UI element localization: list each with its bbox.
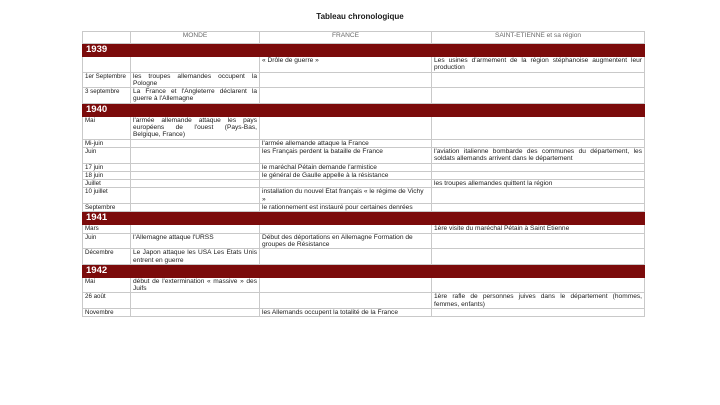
year-label: 1941 xyxy=(83,212,645,225)
cell-region: 1ère rafle de personnes juives dans le département (hommes, femmes, enfants) xyxy=(432,293,645,309)
cell-france: les Français perdent la bataille de France xyxy=(260,147,432,163)
table-row xyxy=(83,249,645,265)
chronology-body xyxy=(83,44,645,317)
cell-france: le maréchal Pétain demande l'armistice xyxy=(260,163,432,171)
cell-monde: début de l'extermination « massive » des Juifs xyxy=(131,277,260,293)
cell-france: les Allemands occupent la totalité de la France xyxy=(260,309,432,317)
table-row xyxy=(83,293,645,309)
cell-region xyxy=(432,233,645,249)
cell-monde xyxy=(131,180,260,188)
cell-france xyxy=(260,72,432,88)
table-row xyxy=(83,225,645,233)
cell-monde xyxy=(131,139,260,147)
cell-region xyxy=(432,204,645,212)
table-row xyxy=(83,116,645,139)
cell-date: Mi-juin xyxy=(83,139,131,147)
header-date xyxy=(83,32,131,44)
cell-region: l'aviation italienne bombarde des communes du département, les soldats allemands arrivent dans le département xyxy=(432,147,645,163)
table-row xyxy=(83,139,645,147)
year-row xyxy=(83,264,645,277)
cell-date: 17 juin xyxy=(83,163,131,171)
cell-date: Décembre xyxy=(83,249,131,265)
cell-date: Novembre xyxy=(83,309,131,317)
cell-monde: La France et l'Angleterre déclarent la guerre à l'Allemagne xyxy=(131,88,260,104)
cell-region xyxy=(432,139,645,147)
cell-france: l'armée allemande attaque la France xyxy=(260,139,432,147)
cell-date: Juillet xyxy=(83,180,131,188)
year-label: 1940 xyxy=(83,103,645,116)
cell-france: le général de Gaulle appelle à la résistance xyxy=(260,171,432,179)
header-region: SAINT-ETIENNE et sa région xyxy=(432,32,645,44)
table-row xyxy=(83,163,645,171)
cell-france: « Drôle de guerre » xyxy=(260,57,432,73)
cell-france: le rationnement est instauré pour certaines denrées xyxy=(260,204,432,212)
year-row xyxy=(83,212,645,225)
cell-region: les troupes allemandes quittent la région xyxy=(432,180,645,188)
cell-france xyxy=(260,116,432,139)
cell-date: Mars xyxy=(83,225,131,233)
cell-monde xyxy=(131,225,260,233)
cell-monde: les troupes allemandes occupent la Pologne xyxy=(131,72,260,88)
cell-date: 10 juillet xyxy=(83,188,131,204)
cell-monde xyxy=(131,171,260,179)
table-row xyxy=(83,72,645,88)
table-row xyxy=(83,171,645,179)
cell-region xyxy=(432,163,645,171)
year-label: 1942 xyxy=(83,264,645,277)
cell-region xyxy=(432,116,645,139)
table-row xyxy=(83,277,645,293)
cell-france: installation du nouvel Etat français « le régime de Vichy » xyxy=(260,188,432,204)
header-france: FRANCE xyxy=(260,32,432,44)
cell-date: Juin xyxy=(83,147,131,163)
cell-france xyxy=(260,180,432,188)
cell-monde: Le Japon attaque les USA Les Etats Unis entrent en guerre xyxy=(131,249,260,265)
table-row xyxy=(83,309,645,317)
table-row xyxy=(83,233,645,249)
table-row xyxy=(83,88,645,104)
cell-monde xyxy=(131,163,260,171)
cell-region xyxy=(432,72,645,88)
year-row xyxy=(83,44,645,57)
cell-date xyxy=(83,57,131,73)
cell-france xyxy=(260,277,432,293)
cell-france xyxy=(260,293,432,309)
cell-region: 1ère visite du maréchal Pétain à Saint Etienne xyxy=(432,225,645,233)
cell-monde xyxy=(131,204,260,212)
header-monde: MONDE xyxy=(131,32,260,44)
cell-region xyxy=(432,88,645,104)
cell-monde xyxy=(131,147,260,163)
cell-france xyxy=(260,249,432,265)
cell-monde xyxy=(131,57,260,73)
cell-region xyxy=(432,188,645,204)
cell-date: Septembre xyxy=(83,204,131,212)
cell-region xyxy=(432,171,645,179)
cell-date: 3 septembre xyxy=(83,88,131,104)
cell-date: Mai xyxy=(83,277,131,293)
document-title: Tableau chronologique xyxy=(316,12,404,21)
cell-monde xyxy=(131,293,260,309)
table-row xyxy=(83,57,645,73)
table-row xyxy=(83,180,645,188)
table-row xyxy=(83,188,645,204)
chronology-table xyxy=(82,31,645,317)
cell-region: Les usines d'armement de la région stéphanoise augmentent leur production xyxy=(432,57,645,73)
year-label: 1939 xyxy=(83,44,645,57)
cell-region xyxy=(432,277,645,293)
cell-region xyxy=(432,309,645,317)
cell-region xyxy=(432,249,645,265)
cell-date: Mai xyxy=(83,116,131,139)
cell-monde: l'Allemagne attaque l'URSS xyxy=(131,233,260,249)
table-row xyxy=(83,204,645,212)
cell-monde: l'armée allemande attaque les pays européens de l'ouest (Pays-Bas, Belgique, France) xyxy=(131,116,260,139)
cell-france xyxy=(260,88,432,104)
year-row xyxy=(83,103,645,116)
table-row xyxy=(83,147,645,163)
cell-date: 1er Septembre xyxy=(83,72,131,88)
cell-france xyxy=(260,225,432,233)
cell-monde xyxy=(131,188,260,204)
cell-france: Début des déportations en Allemagne Formation de groupes de Résistance xyxy=(260,233,432,249)
cell-date: Juin xyxy=(83,233,131,249)
cell-date: 18 juin xyxy=(83,171,131,179)
cell-monde xyxy=(131,309,260,317)
cell-date: 26 août xyxy=(83,293,131,309)
